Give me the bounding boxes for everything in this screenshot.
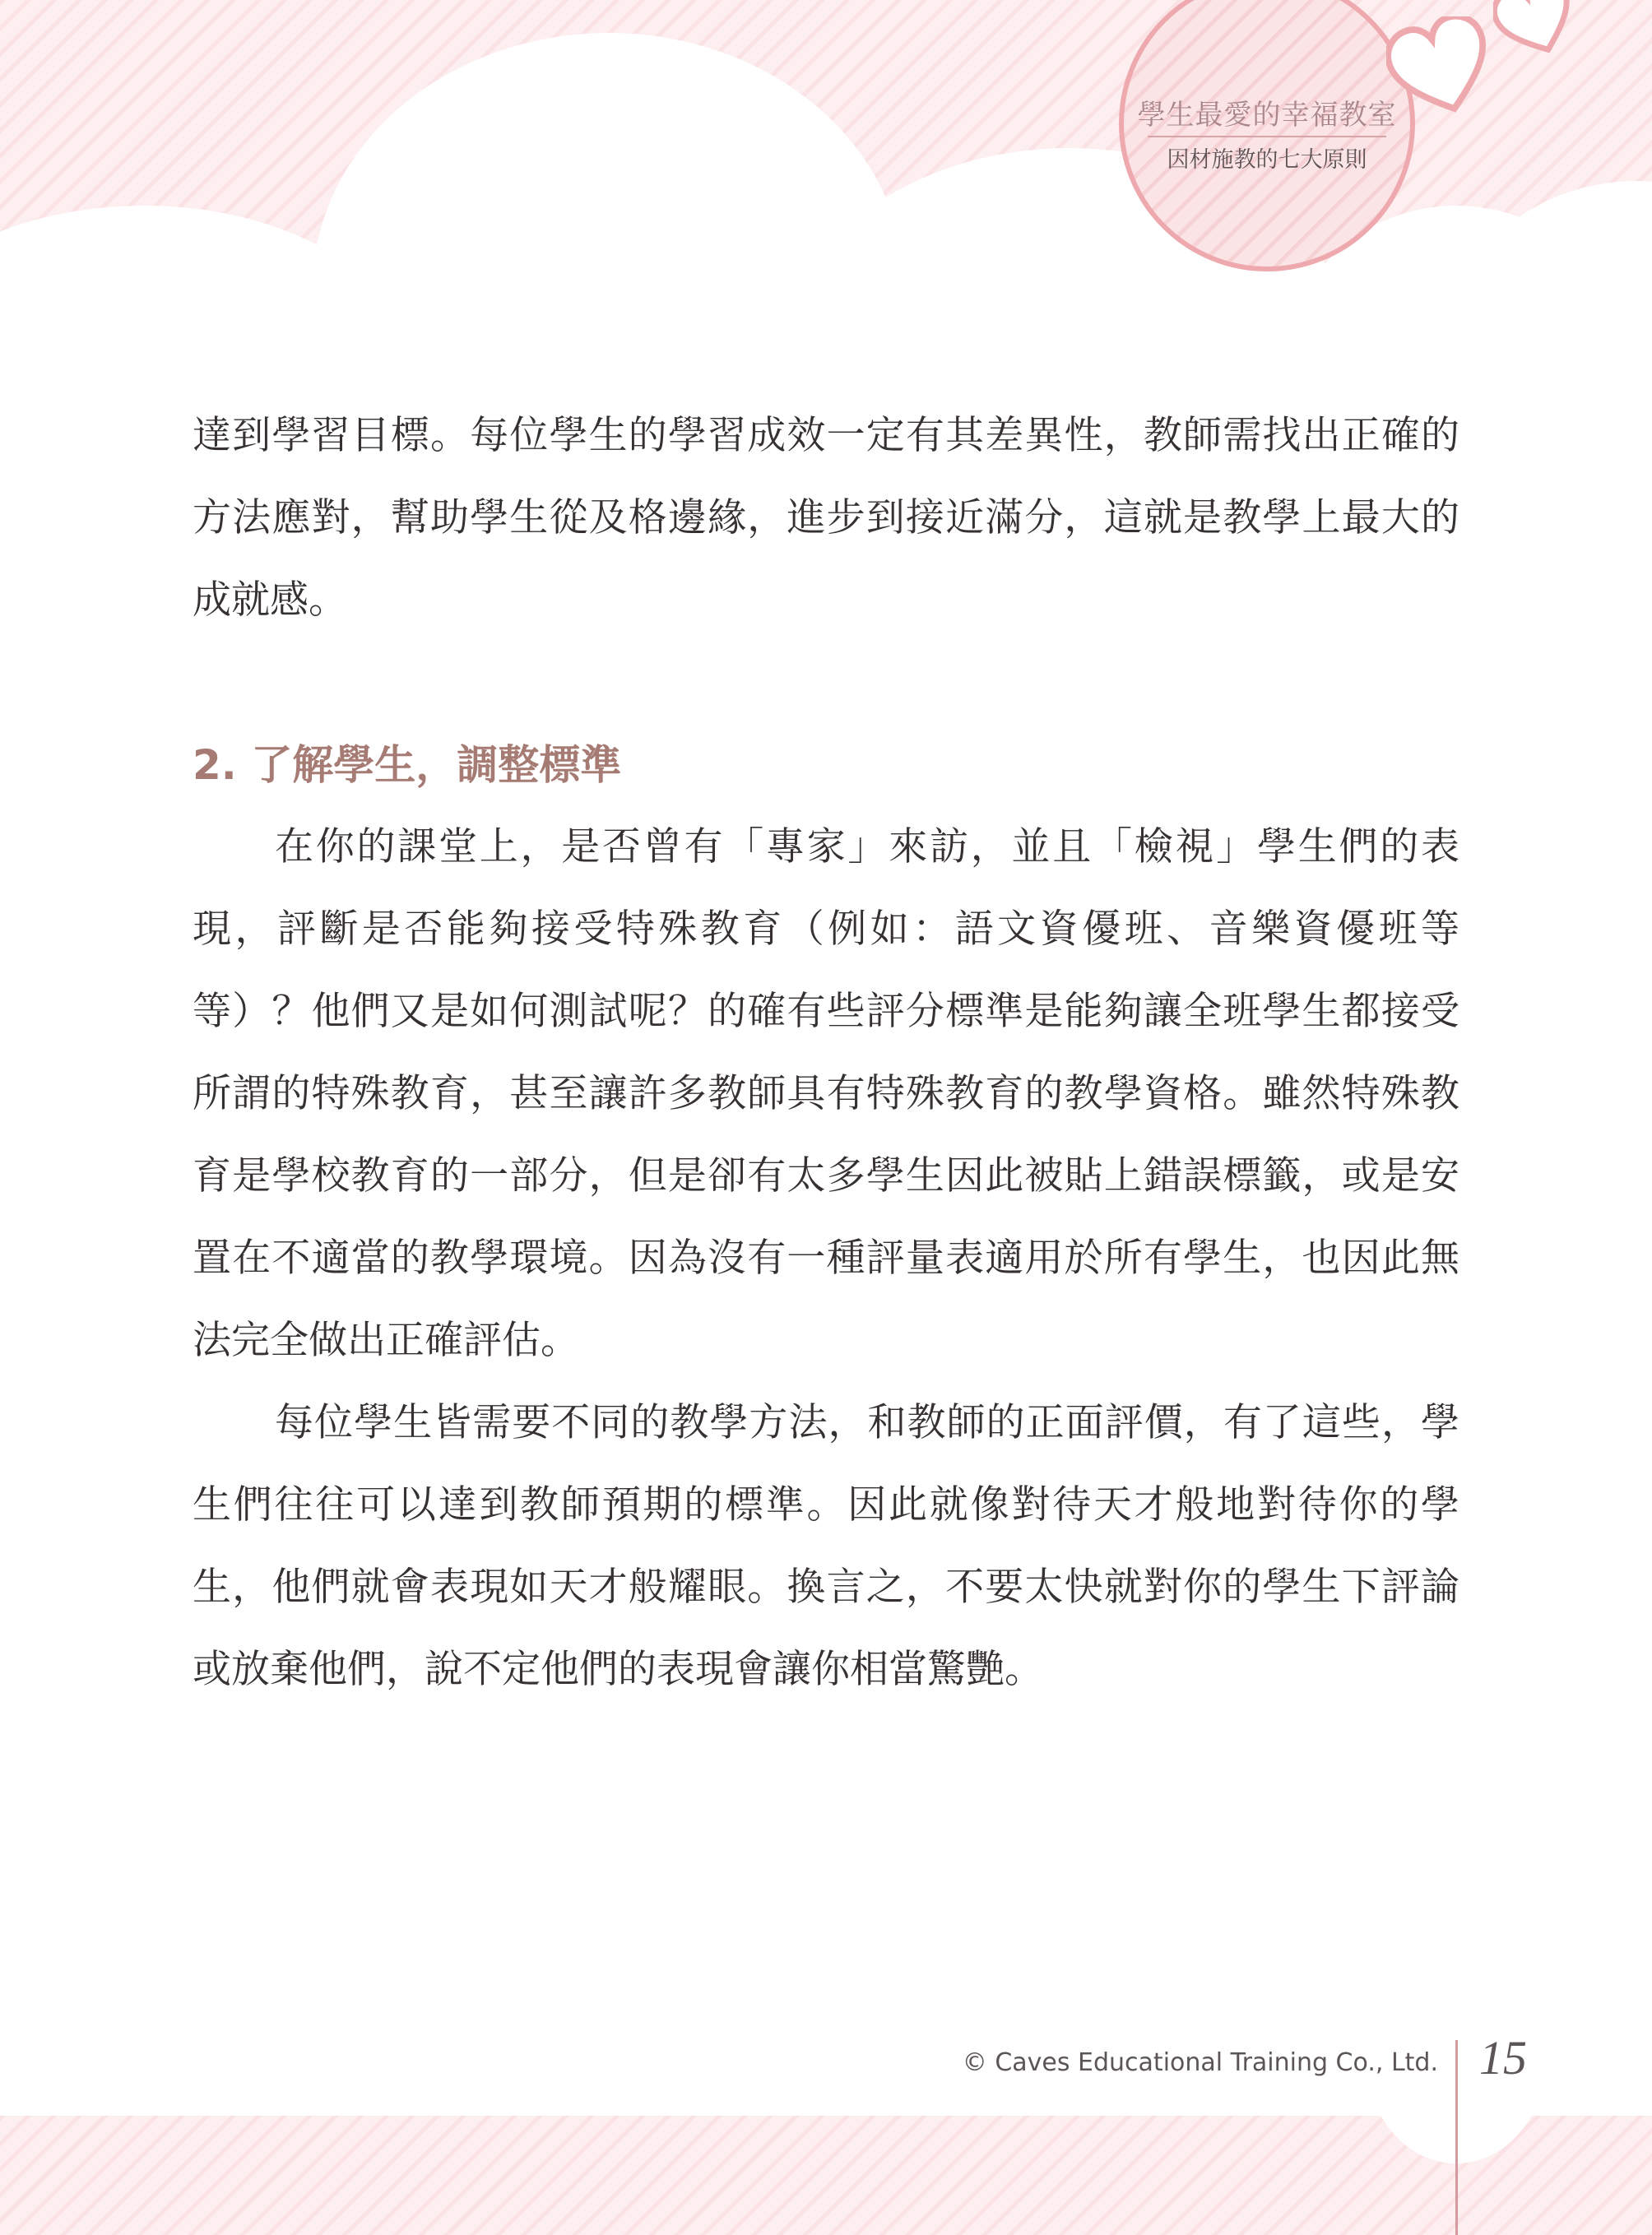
page-number-divider	[1455, 2040, 1458, 2235]
book-title: 學生最愛的幸福教室	[1137, 99, 1397, 132]
intro-paragraph: 達到學習目標。每位學生的學習成效一定有其差異性，教師需找出正確的方法應對，幫助學生從及格邊緣，進步到接近滿分，這就是教學上最大的成就感。	[193, 413, 1459, 623]
copyright-notice: © Caves Educational Training Co., Ltd.	[962, 2048, 1438, 2077]
chapter-title: 因材施教的七大原則	[1167, 147, 1367, 173]
heart-icon	[1493, 0, 1580, 62]
heart-icon	[1386, 16, 1497, 123]
page-content	[193, 395, 1459, 1711]
body-paragraph: 每位學生皆需要不同的教學方法，和教師的正面評價，有了這些，學生們往往可以達到教師預期的標準。因此就像對待天才般地對待你的學生，他們就會表現如天才般耀眼。換言之，不要太快就對你的學生下評論或放棄他們，說不定他們的表現會讓你相當驚艷。	[193, 1400, 1459, 1692]
body-paragraph: 在你的課堂上，是否曾有「專家」來訪，並且「檢視」學生們的表現，評斷是否能夠接受特殊教育（例如：語文資優班、音樂資優班等等）？他們又是如何測試呢？的確有些評分標準是能夠讓全班學生都接受所謂的特殊教育，甚至讓許多教師具有特殊教育的教學資格。雖然特殊教育是學校教育的一部分，但是卻有太多學生因此被貼上錯誤標籤，或是安置在不適當的教學環境。因為沒有一種評量表適用於所有學生，也因此無法完全做出正確評估。	[193, 824, 1459, 1363]
section-heading: 2. 了解學生，調整標準	[193, 741, 622, 789]
header-divider	[1148, 136, 1386, 137]
page-number: 15	[1479, 2031, 1527, 2084]
